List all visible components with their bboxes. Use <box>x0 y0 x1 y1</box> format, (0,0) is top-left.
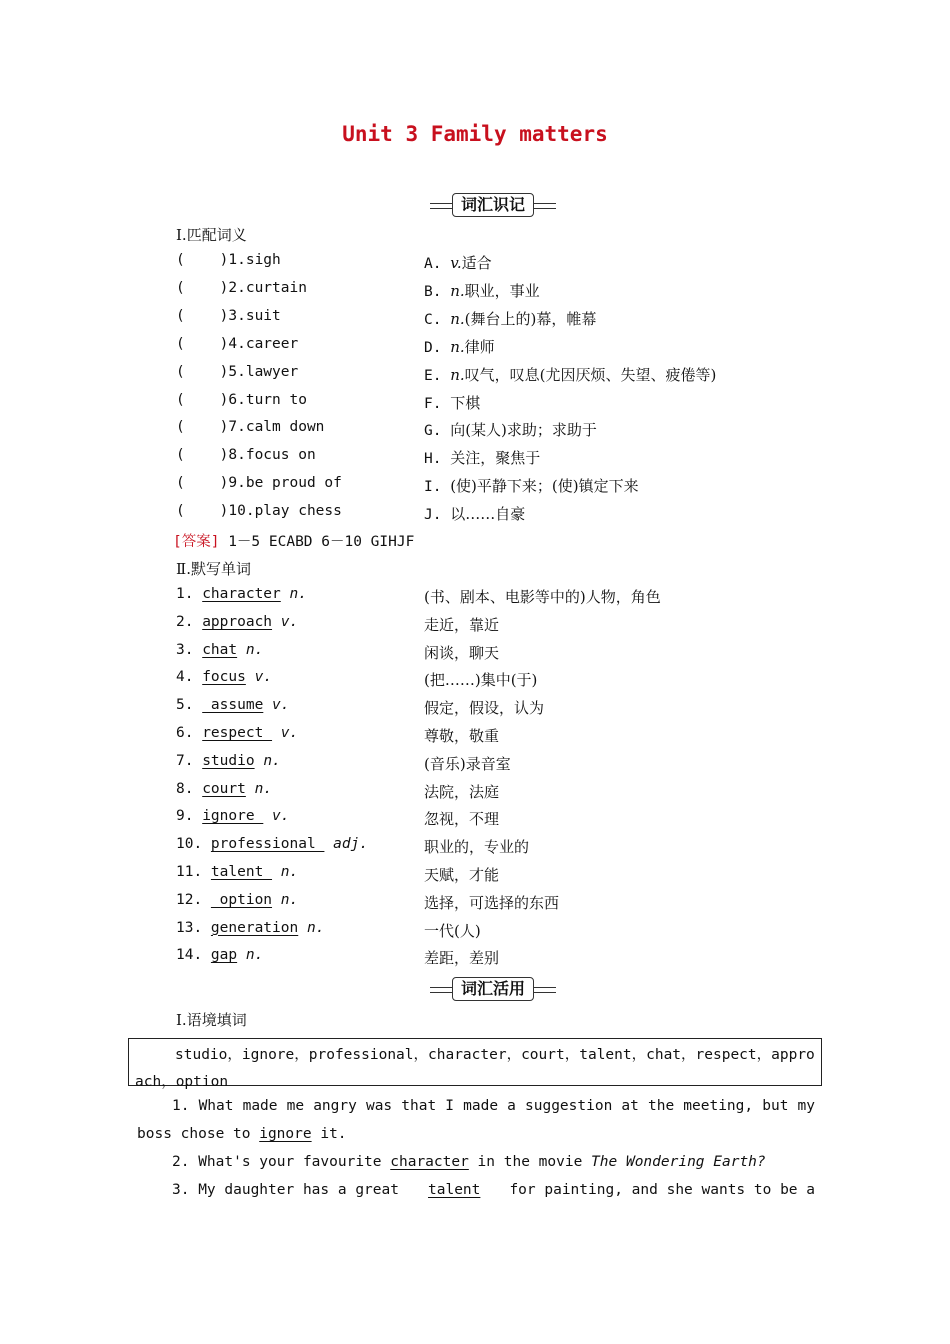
part1-heading: Ⅰ.匹配词义 <box>176 226 247 244</box>
match-option <box>424 364 716 385</box>
sentence-text: 3. My daughter has a great <box>172 1182 408 1198</box>
item-number: 9. <box>176 808 203 825</box>
part-of-speech: n. <box>254 780 273 797</box>
match-question: ( )2.curtain <box>176 279 307 296</box>
option-letter: B. <box>424 283 451 300</box>
option-letter: J. <box>424 507 451 524</box>
item-number: 7. <box>176 752 203 769</box>
sentence-text: 2. What's your favourite <box>172 1154 391 1170</box>
item-number: 5. <box>176 697 203 714</box>
item-number: 6. <box>176 725 203 741</box>
answer-word: character <box>202 586 281 602</box>
part-of-speech: n. <box>280 891 299 908</box>
match-option <box>424 308 596 329</box>
definition: (舞台上的)幕，帷幕 <box>464 309 597 328</box>
match-question: ( )5.lawyer <box>176 363 299 380</box>
match-option <box>424 336 495 357</box>
dictation-item <box>176 781 272 797</box>
definition: 以……自豪 <box>450 505 526 524</box>
part-of-speech: n. <box>245 641 264 658</box>
part-of-speech: n. <box>306 919 325 936</box>
part-of-speech: v. <box>254 669 273 686</box>
dictation-definition: 差距，差别 <box>424 949 500 968</box>
dictation-item <box>176 586 307 602</box>
match-question: ( )7.calm down <box>176 419 325 436</box>
part-of-speech: v. <box>450 254 462 272</box>
match-option <box>424 475 639 496</box>
option-letter: F. <box>424 395 451 412</box>
dictation-item <box>176 808 290 824</box>
definition: 适合 <box>461 254 492 272</box>
answer-word: assume <box>202 697 264 714</box>
option-letter: G. <box>424 423 451 440</box>
option-letter: A. <box>424 256 451 272</box>
item-number: 11. <box>176 864 211 880</box>
sentence-text: boss chose to <box>137 1126 260 1142</box>
part-of-speech: n. <box>450 337 465 356</box>
match-question: ( )9.be proud of <box>176 475 342 492</box>
dictation-definition: 一代(人) <box>424 921 481 940</box>
answer-word: talent <box>428 1182 481 1198</box>
part-of-speech: adj. <box>333 836 369 853</box>
answer-word: court <box>202 780 246 797</box>
answer-word: studio <box>202 752 255 769</box>
definition: 关注，聚焦于 <box>450 449 541 468</box>
answer-text: 1－5 ECABD 6－10 GIHJF <box>219 534 415 550</box>
item-number: 1. <box>176 586 203 602</box>
answer-word: approach <box>202 613 273 630</box>
part-of-speech: n. <box>245 947 264 964</box>
item-number: 12. <box>176 891 211 908</box>
part-of-speech: n. <box>263 752 281 769</box>
match-option <box>424 280 540 301</box>
answer-word: focus <box>202 669 246 686</box>
part3-heading: Ⅰ.语境填词 <box>176 1011 247 1029</box>
part-of-speech: n. <box>450 309 465 328</box>
word-bank-box <box>128 1038 822 1090</box>
dictation-definition: (音乐)录音室 <box>424 754 511 773</box>
dictation-definition: (书、剧本、电影等中的)人物，角色 <box>424 588 661 606</box>
match-question: ( )1.sigh <box>176 252 281 268</box>
option-letter: I. <box>424 479 451 496</box>
dictation-item <box>176 697 290 713</box>
sentence-text: for painting, and she wants to be a <box>500 1182 815 1198</box>
match-question: ( )8.focus on <box>176 447 316 464</box>
sentence-3 <box>172 1182 815 1198</box>
dictation-item <box>176 669 272 685</box>
answer-word: ignore <box>259 1126 312 1142</box>
definition: 向(某人)求助；求助于 <box>450 421 597 440</box>
part-of-speech: v. <box>280 613 299 630</box>
match-question: ( )6.turn to <box>176 391 307 408</box>
dictation-definition: 假定，假设，认为 <box>424 699 545 718</box>
part-of-speech: v. <box>272 808 290 825</box>
dictation-item <box>176 642 263 658</box>
section-banner-vocab-memory <box>430 193 556 217</box>
answer-word: respect <box>202 725 273 741</box>
answer-word: professional <box>210 836 325 853</box>
sentence-1-line-1: 1. What made me angry was that I made a suggestion at the meeting, but my <box>172 1098 815 1114</box>
option-letter: D. <box>424 339 451 356</box>
definition: 叹气，叹息(尤因厌烦、失望、疲倦等) <box>464 365 717 384</box>
dictation-item <box>176 753 281 769</box>
dictation-item <box>176 836 368 852</box>
sentence-1-line-2 <box>137 1126 347 1142</box>
answer-line <box>173 530 414 551</box>
section-banner-vocab-usage <box>430 977 556 1001</box>
movie-title: The Wondering Earth? <box>591 1154 766 1170</box>
answer-word: character <box>390 1154 469 1170</box>
match-option <box>424 447 540 468</box>
answer-word: gap <box>210 947 238 964</box>
match-option <box>424 252 492 273</box>
answer-word: generation <box>210 919 299 936</box>
answer-word: chat <box>202 641 238 658</box>
sentence-text: in the movie <box>468 1154 592 1170</box>
match-question: ( )10.play chess <box>176 503 342 520</box>
dictation-item <box>176 892 298 908</box>
banner-label: 词汇活用 <box>452 977 534 1001</box>
dictation-definition: 法院，法庭 <box>424 782 500 801</box>
match-question: ( )3.suit <box>176 307 281 324</box>
part-of-speech: n. <box>450 365 465 384</box>
part-of-speech: n. <box>280 864 299 880</box>
match-option <box>424 503 525 524</box>
definition: 下棋 <box>450 393 481 412</box>
match-question: ( )4.career <box>176 335 299 352</box>
dictation-definition: 尊敬，敬重 <box>424 727 500 745</box>
option-letter: C. <box>424 311 451 328</box>
dictation-definition: 忽视，不理 <box>424 810 500 829</box>
item-number: 8. <box>176 780 203 797</box>
page-title: Unit 3 Family matters <box>342 122 608 146</box>
answer-word: talent <box>210 864 273 880</box>
part-of-speech: v. <box>272 697 290 714</box>
dictation-definition: 走近，靠近 <box>424 615 500 634</box>
item-number: 14. <box>176 947 211 964</box>
answer-word: ignore <box>202 808 264 825</box>
item-number: 2. <box>176 613 203 630</box>
option-letter: H. <box>424 451 451 468</box>
dictation-definition: 天赋，才能 <box>424 866 500 884</box>
banner-label: 词汇识记 <box>452 193 534 217</box>
part2-heading: Ⅱ.默写单词 <box>176 560 251 578</box>
definition: (使)平静下来；(使)镇定下来 <box>450 477 639 496</box>
item-number: 13. <box>176 919 211 936</box>
dictation-definition: 选择，可选择的东西 <box>424 893 560 912</box>
word-bank-line-1: studio，ignore，professional，character，court，talent，chat，respect，appro <box>175 1047 815 1063</box>
answer-word: option <box>210 891 273 908</box>
dictation-item <box>176 725 298 741</box>
item-number: 4. <box>176 669 203 686</box>
word-bank-line-2: ach，option <box>135 1074 229 1090</box>
option-letter: E. <box>424 367 451 384</box>
match-option <box>424 419 597 440</box>
part-of-speech: v. <box>280 725 299 741</box>
item-number: 3. <box>176 641 203 658</box>
definition: 律师 <box>464 337 495 356</box>
part-of-speech: n. <box>289 586 307 602</box>
match-option <box>424 392 480 413</box>
definition: 职业，事业 <box>464 281 540 300</box>
item-number: 10. <box>176 836 211 853</box>
sentence-2 <box>172 1154 766 1170</box>
dictation-definition: 闲谈，聊天 <box>424 643 500 662</box>
dictation-definition: (把……)集中(于) <box>424 671 538 690</box>
dictation-item <box>176 864 298 880</box>
answer-tag: [答案] <box>173 534 220 550</box>
part-of-speech: n. <box>450 281 465 300</box>
sentence-text: it. <box>311 1126 347 1142</box>
dictation-item <box>176 920 324 936</box>
dictation-item <box>176 947 263 963</box>
dictation-definition: 职业的，专业的 <box>424 838 530 857</box>
dictation-item <box>176 614 298 630</box>
